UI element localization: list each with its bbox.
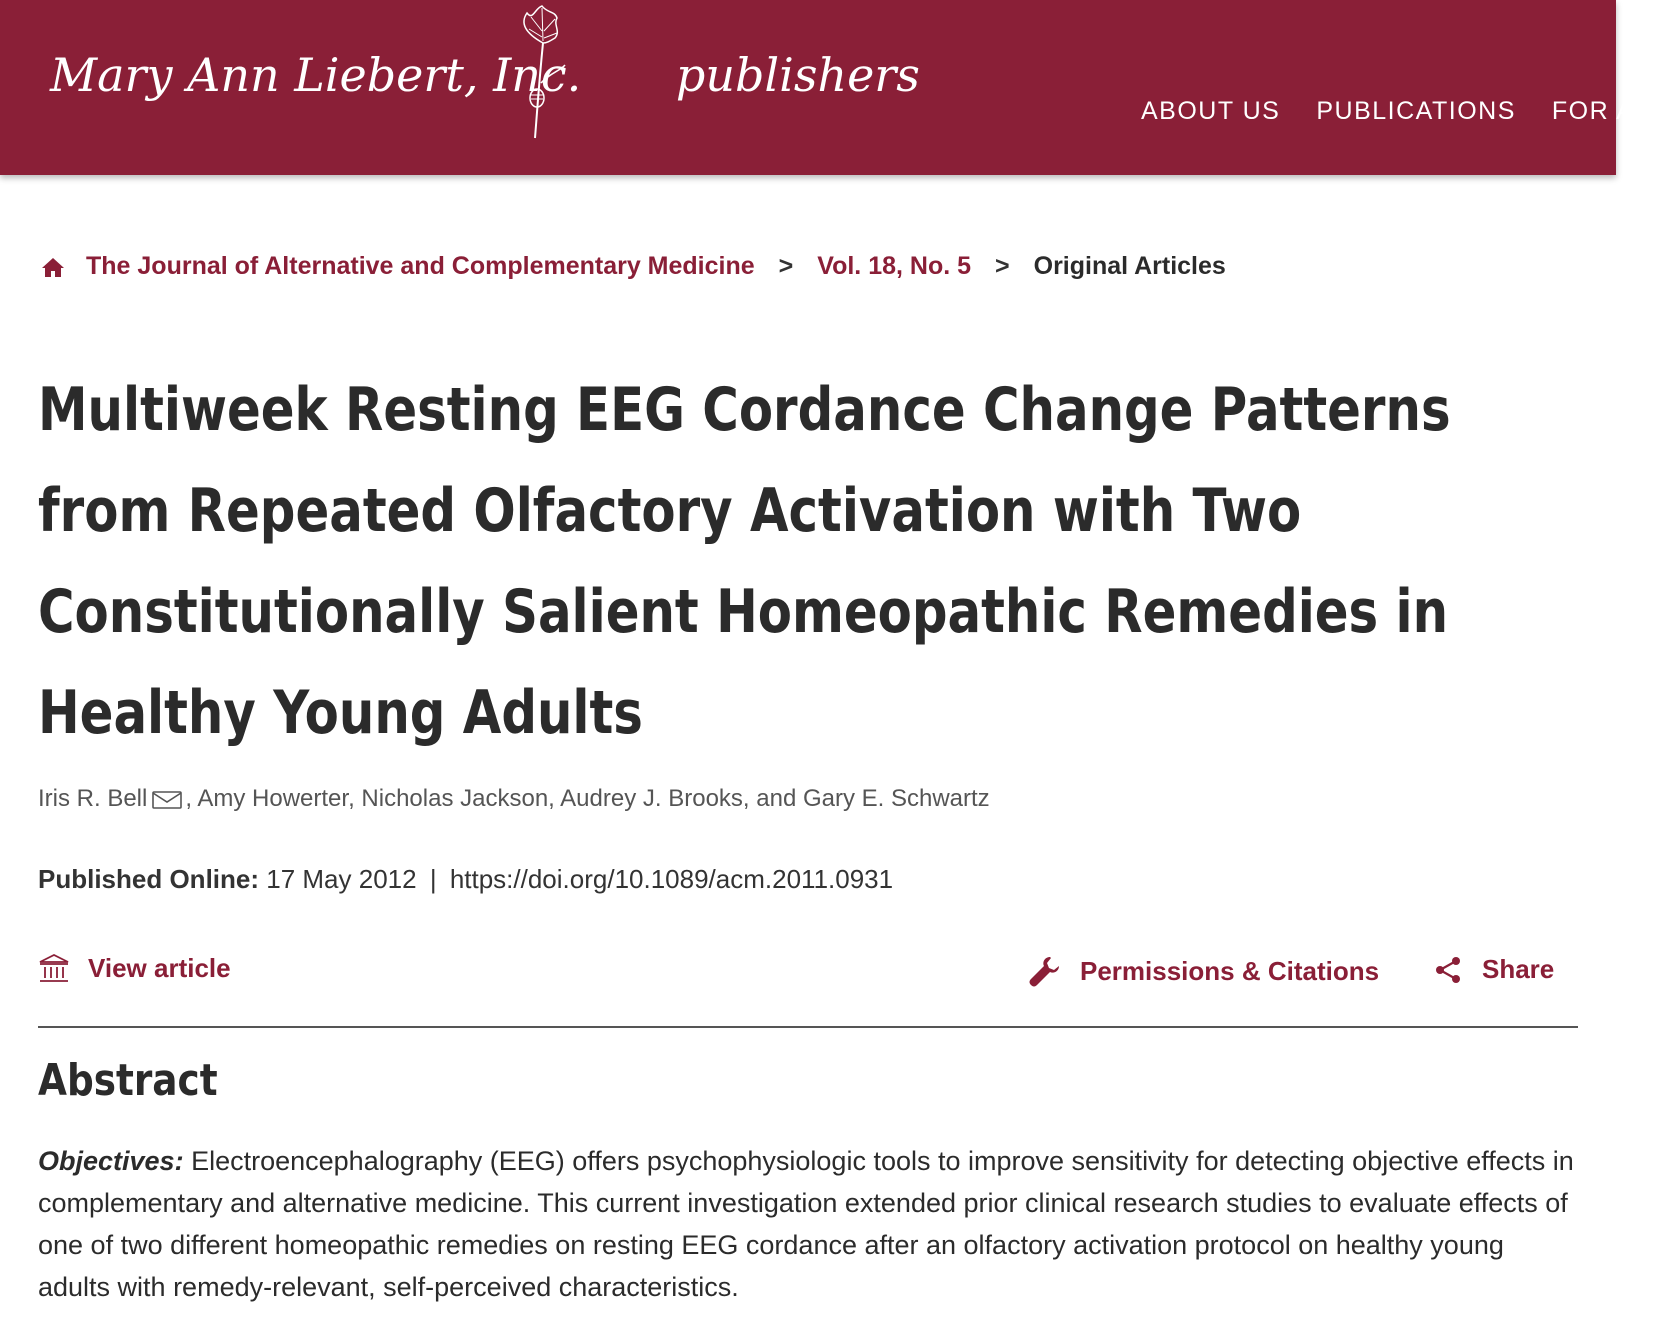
nav-for-authors[interactable]: FOR AUT bbox=[1551, 97, 1671, 125]
share-icon bbox=[1434, 955, 1464, 985]
wrench-icon bbox=[1028, 954, 1062, 988]
abstract-paragraph bbox=[38, 1140, 1578, 1308]
view-article-button[interactable] bbox=[38, 952, 231, 984]
author-list bbox=[38, 785, 990, 813]
top-nav bbox=[1141, 97, 1671, 126]
logo-text-left: Mary Ann Liebert, Inc. bbox=[50, 48, 582, 102]
publisher-logo[interactable] bbox=[50, 48, 920, 102]
share-label: Share bbox=[1482, 954, 1555, 984]
breadcrumb-separator: > bbox=[995, 252, 1010, 280]
breadcrumb-current-section: Original Articles bbox=[1033, 252, 1226, 280]
oak-leaf-icon bbox=[495, 3, 575, 143]
mail-icon[interactable] bbox=[151, 788, 183, 810]
published-date: 17 May 2012 bbox=[266, 864, 417, 894]
breadcrumb-issue-link[interactable]: Vol. 18, No. 5 bbox=[817, 252, 972, 280]
nav-about-us[interactable]: ABOUT US bbox=[1141, 97, 1281, 125]
published-label: Published Online: bbox=[38, 864, 260, 894]
permissions-label: Permissions & Citations bbox=[1080, 955, 1380, 986]
view-article-label: View article bbox=[88, 952, 231, 983]
nav-publications[interactable]: PUBLICATIONS bbox=[1316, 97, 1516, 125]
share-button[interactable] bbox=[1434, 954, 1554, 985]
logo-text-right: publishers bbox=[675, 48, 920, 102]
article-title: Multiweek Resting EEG Cordance Change Patterns from Repeated Olfactory Activation with Two Constitutionally Salient Homeopathic Remedies in Healthy Young Adults bbox=[38, 375, 1451, 748]
co-authors[interactable]: , Amy Howerter, Nicholas Jackson, Audrey J. Brooks, and Gary E. Schwartz bbox=[185, 785, 990, 812]
permissions-citations-button[interactable] bbox=[1028, 954, 1379, 988]
site-header bbox=[0, 0, 1671, 175]
breadcrumb-separator: > bbox=[778, 252, 794, 280]
author-link[interactable]: Iris R. Bell bbox=[38, 785, 148, 812]
publication-info bbox=[38, 864, 893, 895]
institution-icon bbox=[38, 952, 70, 984]
breadcrumb bbox=[40, 252, 1226, 281]
doi-link[interactable]: https://doi.org/10.1089/acm.2011.0931 bbox=[449, 864, 894, 894]
objectives-text: Electroencephalography (EEG) offers psychophysiologic tools to improve sensitivity for detecting objective effects in complementary and alternative medicine. This current investigation extended prior clinical research studies to evaluate effects of one of two different homeopathic remedies on resting EEG cordance after an olfactory activation protocol on healthy young adults with remedy-relevant, self-perceived characteristics. bbox=[38, 1146, 1574, 1302]
pub-separator: | bbox=[429, 864, 437, 894]
objectives-label: Objectives: bbox=[38, 1146, 184, 1176]
home-icon[interactable] bbox=[40, 255, 66, 279]
section-divider bbox=[38, 1026, 1578, 1028]
abstract-heading: Abstract bbox=[38, 1055, 218, 1106]
breadcrumb-journal-link[interactable]: The Journal of Alternative and Complementary Medicine bbox=[86, 252, 755, 280]
article-actions bbox=[38, 952, 1558, 1002]
